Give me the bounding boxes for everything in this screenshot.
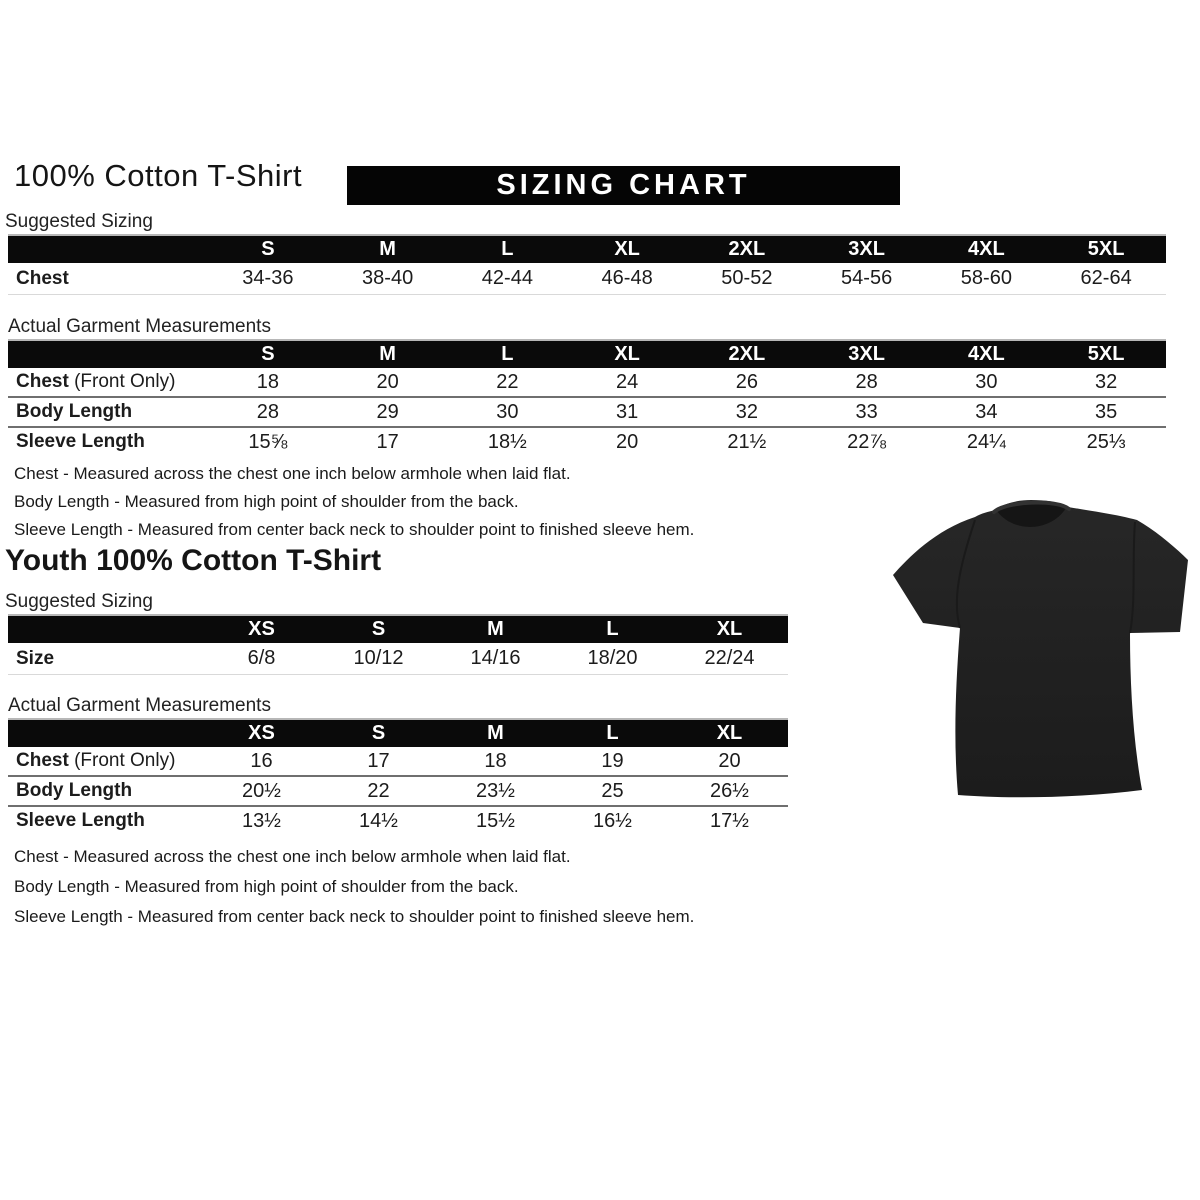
size-column-header: 4XL xyxy=(927,235,1047,263)
table-row xyxy=(8,263,1166,295)
table-row xyxy=(8,397,1166,427)
measurement-value: 15⅝ xyxy=(208,427,328,456)
measurement-value: 14½ xyxy=(320,806,437,835)
measurement-value: 34-36 xyxy=(208,263,328,295)
measurement-value: 46-48 xyxy=(567,263,687,295)
note-line: Chest - Measured across the chest one inch below armhole when laid flat. xyxy=(14,464,571,483)
header-spacer-cell xyxy=(8,235,208,263)
measurement-value: 25⅓ xyxy=(1046,427,1166,456)
measurement-value: 13½ xyxy=(203,806,320,835)
page-title: 100% Cotton T-Shirt xyxy=(14,158,303,193)
adult-suggested-sizing-table xyxy=(8,234,1166,295)
measurement-value: 18/20 xyxy=(554,643,671,675)
sizing-chart-banner-text: SIZING CHART xyxy=(496,169,751,201)
adult-actual-measurements-label: Actual Garment Measurements xyxy=(8,316,271,337)
adult-suggested-sizing-label: Suggested Sizing xyxy=(5,211,153,232)
size-column-header: XL xyxy=(671,719,788,747)
measurement-value: 25 xyxy=(554,776,671,806)
row-label: Sleeve Length xyxy=(8,427,208,456)
header-spacer-cell xyxy=(8,340,208,368)
table-row xyxy=(8,776,788,806)
measurement-value: 28 xyxy=(208,397,328,427)
row-label: Body Length xyxy=(8,776,203,806)
size-header-row xyxy=(8,340,1166,368)
sizing-chart-banner xyxy=(347,166,900,205)
tshirt-image xyxy=(880,470,1200,815)
measurement-value: 17½ xyxy=(671,806,788,835)
note-line: Sleeve Length - Measured from center back neck to shoulder point to finished sleeve hem. xyxy=(14,907,695,926)
size-column-header: XS xyxy=(203,615,320,643)
measurement-value: 34 xyxy=(927,397,1047,427)
measurement-value: 28 xyxy=(855,370,878,393)
size-header-row xyxy=(8,719,788,747)
note-line: Body Length - Measured from high point of shoulder from the back. xyxy=(14,492,519,511)
size-column-header: L xyxy=(554,719,671,747)
size-column-header: M xyxy=(437,719,554,747)
measurement-value: 58-60 xyxy=(927,263,1047,295)
size-column-header: 5XL xyxy=(1046,340,1166,368)
size-column-header: XL xyxy=(671,615,788,643)
measurement-value: 24¼ xyxy=(927,427,1047,456)
measurement-value: 15½ xyxy=(437,806,554,835)
measurement-value: 29 xyxy=(328,397,448,427)
size-column-header: XL xyxy=(567,235,687,263)
measurement-value: 22⅞ xyxy=(807,427,927,456)
measurement-value: 50-52 xyxy=(687,263,807,295)
measurement-value: 62-64 xyxy=(1046,263,1166,295)
size-column-header: 4XL xyxy=(927,340,1047,368)
note-line: Sleeve Length - Measured from center back neck to shoulder point to finished sleeve hem. xyxy=(14,520,695,539)
youth-suggested-sizing-label: Suggested Sizing xyxy=(5,591,153,612)
size-column-header: 2XL xyxy=(687,235,807,263)
size-column-header: M xyxy=(437,615,554,643)
measurement-value: 16 xyxy=(250,749,273,772)
table-row xyxy=(8,368,1166,397)
size-column-header: S xyxy=(320,719,437,747)
measurement-value: 32 xyxy=(687,397,807,427)
measurement-value: 26 xyxy=(735,370,758,393)
measurement-value: 20 xyxy=(718,749,741,772)
measurement-value: 30 xyxy=(975,370,998,393)
measurement-value: 31 xyxy=(567,397,687,427)
youth-actual-measurements-label: Actual Garment Measurements xyxy=(8,695,271,716)
youth-actual-measurements-table xyxy=(8,718,788,835)
measurement-value: 20 xyxy=(567,427,687,456)
size-column-header: 3XL xyxy=(807,340,927,368)
row-label: Body Length xyxy=(8,397,208,427)
measurement-value: 14/16 xyxy=(437,643,554,675)
size-column-header: L xyxy=(554,615,671,643)
measurement-value: 19 xyxy=(601,749,624,772)
size-column-header: S xyxy=(208,340,328,368)
measurement-value: 22 xyxy=(496,370,519,393)
black-tshirt-graphic xyxy=(880,470,1200,815)
note-line: Body Length - Measured from high point of shoulder from the back. xyxy=(14,877,519,896)
size-header-row xyxy=(8,615,788,643)
size-column-header: S xyxy=(320,615,437,643)
measurement-value: 42-44 xyxy=(448,263,568,295)
measurement-value: 18 xyxy=(256,370,279,393)
measurement-value: 10/12 xyxy=(320,643,437,675)
size-column-header: 5XL xyxy=(1046,235,1166,263)
measurement-value: 54-56 xyxy=(807,263,927,295)
header-spacer-cell xyxy=(8,615,203,643)
size-column-header: 3XL xyxy=(807,235,927,263)
row-label: Chest xyxy=(8,263,208,295)
row-label: Sleeve Length xyxy=(8,806,203,835)
size-header-row xyxy=(8,235,1166,263)
measurement-value: 20 xyxy=(376,370,399,393)
measurement-value: 21½ xyxy=(687,427,807,456)
youth-measurement-notes xyxy=(14,842,694,932)
measurement-value: 26½ xyxy=(671,776,788,806)
measurement-value: 22/24 xyxy=(671,643,788,675)
size-column-header: 2XL xyxy=(687,340,807,368)
table-row xyxy=(8,747,788,776)
table-row xyxy=(8,427,1166,456)
size-column-header: M xyxy=(328,235,448,263)
measurement-value: 30 xyxy=(448,397,568,427)
size-column-header: L xyxy=(448,235,568,263)
note-line: Chest - Measured across the chest one inch below armhole when laid flat. xyxy=(14,847,571,866)
measurement-value: 35 xyxy=(1046,397,1166,427)
measurement-value: 23½ xyxy=(437,776,554,806)
measurement-value: 6/8 xyxy=(203,643,320,675)
adult-actual-measurements-table xyxy=(8,339,1166,456)
row-label: Chest (Front Only) xyxy=(16,371,176,392)
header-spacer-cell xyxy=(8,719,203,747)
measurement-value: 18½ xyxy=(448,427,568,456)
size-column-header: XS xyxy=(203,719,320,747)
measurement-value: 24 xyxy=(616,370,639,393)
measurement-value: 38-40 xyxy=(328,263,448,295)
size-column-header: S xyxy=(208,235,328,263)
measurement-value: 20½ xyxy=(203,776,320,806)
tshirt-body xyxy=(893,500,1188,797)
table-row xyxy=(8,806,788,835)
measurement-value: 33 xyxy=(807,397,927,427)
size-column-header: L xyxy=(448,340,568,368)
measurement-value: 22 xyxy=(320,776,437,806)
measurement-value: 16½ xyxy=(554,806,671,835)
youth-suggested-sizing-table xyxy=(8,614,788,675)
row-label: Size xyxy=(8,643,203,675)
measurement-value: 32 xyxy=(1095,370,1118,393)
measurement-value: 17 xyxy=(328,427,448,456)
adult-measurement-notes xyxy=(14,460,694,544)
measurement-value: 18 xyxy=(484,749,507,772)
youth-page-title: Youth 100% Cotton T-Shirt xyxy=(5,544,382,577)
measurement-value: 17 xyxy=(367,749,390,772)
table-row xyxy=(8,643,788,675)
size-column-header: XL xyxy=(567,340,687,368)
row-label: Chest (Front Only) xyxy=(16,750,176,771)
size-column-header: M xyxy=(328,340,448,368)
